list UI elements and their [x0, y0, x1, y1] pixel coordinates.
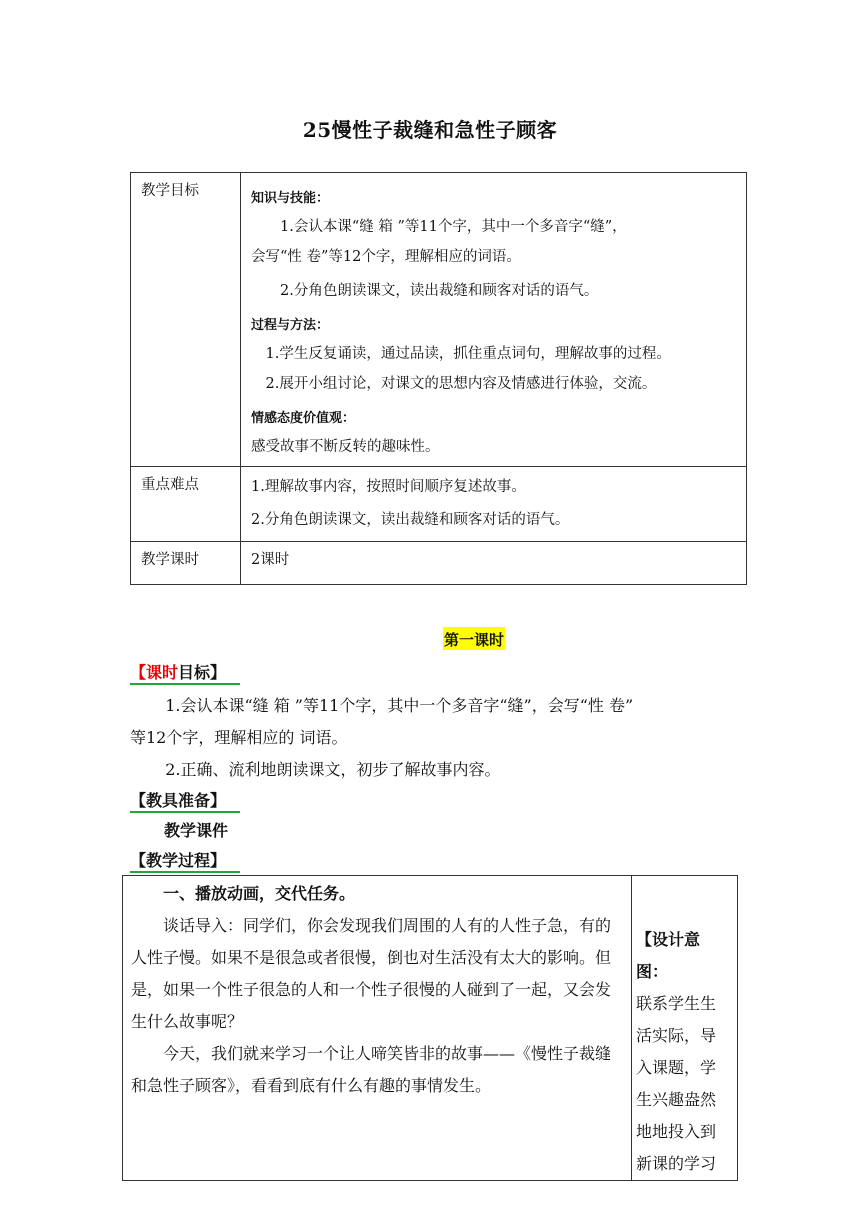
hours-label: 教学课时	[131, 542, 241, 585]
tools-item: 教学课件	[164, 821, 229, 840]
process-heading: 过程与方法：	[251, 318, 330, 333]
step-title: 一、播放动画，交代任务。	[163, 884, 356, 903]
design-intent-cell	[632, 876, 738, 1181]
knowledge-heading: 知识与技能：	[251, 191, 330, 206]
step-paragraph-1: 谈话导入：同学们，你会发现我们周围的人有的人性子急，有的人性子慢。如果不是很急或者很慢，倒也对生活没有太大的影响。但是，如果一个性子很急的人和一个性子很慢的人碰到了一起，又会发生什么故事呢？	[131, 916, 612, 1031]
process-table	[122, 875, 738, 1181]
key-points-content	[241, 467, 747, 542]
knowledge-item-1-cont: 会写“性 卷”等12个字，理解相应的词语。	[251, 249, 521, 265]
key-point-1: 1.理解故事内容，按照时间顺序复述故事。	[251, 479, 526, 495]
lesson-goal-1-cont: 等12个字，理解相应的 词语。	[130, 728, 348, 747]
lesson-title: 第一课时	[443, 627, 505, 650]
lesson-goal-heading-rest: 目标】	[178, 663, 227, 682]
emotion-heading: 情感态度价值观：	[251, 411, 356, 426]
knowledge-item-1: 1.会认本课“缝 箱 ”等11个字，其中一个多音字“缝”，	[280, 219, 627, 235]
goals-content	[241, 173, 747, 467]
knowledge-item-2: 2.分角色朗读课文，读出裁缝和顾客对话的语气。	[280, 283, 599, 299]
lesson-goal-heading-red: 【课时	[130, 663, 179, 682]
key-point-2: 2.分角色朗读课文，读出裁缝和顾客对话的语气。	[251, 512, 570, 528]
process-main-cell	[123, 876, 632, 1181]
emotion-item-1: 感受故事不断反转的趣味性。	[251, 439, 440, 455]
hours-value: 2课时	[241, 542, 747, 585]
process-item-1: 1.学生反复诵读，通过品读，抓住重点词句，理解故事的过程。	[265, 346, 671, 362]
step-paragraph-2: 今天，我们就来学习一个让人啼笑皆非的故事——《慢性子裁缝和急性子顾客》，看看到底有什么有趣的事情发生。	[131, 1044, 612, 1095]
design-intent-text: 联系学生生活实际，导入课题，学生兴趣盎然地地投入到新课的学习	[636, 994, 717, 1173]
lesson-goal-2: 2.正确、流利地朗读课文，初步了解故事内容。	[165, 760, 501, 779]
tools-heading: 【教具准备】	[130, 788, 240, 813]
process-item-2: 2.展开小组讨论，对课文的思想内容及情感进行体验，交流。	[265, 376, 657, 392]
design-intent-title: 【设计意图：	[636, 930, 701, 981]
page-title: 25慢性子裁缝和急性子顾客	[302, 118, 558, 142]
key-points-label: 重点难点	[131, 467, 241, 542]
process-heading-main: 【教学过程】	[130, 848, 240, 873]
lesson-goal-heading	[130, 660, 240, 685]
goals-table	[130, 172, 747, 585]
lesson-goal-1: 1.会认本课“缝 箱 ”等11个字，其中一个多音字“缝”，会写“性 卷”	[165, 696, 634, 715]
goals-label: 教学目标	[131, 173, 241, 467]
